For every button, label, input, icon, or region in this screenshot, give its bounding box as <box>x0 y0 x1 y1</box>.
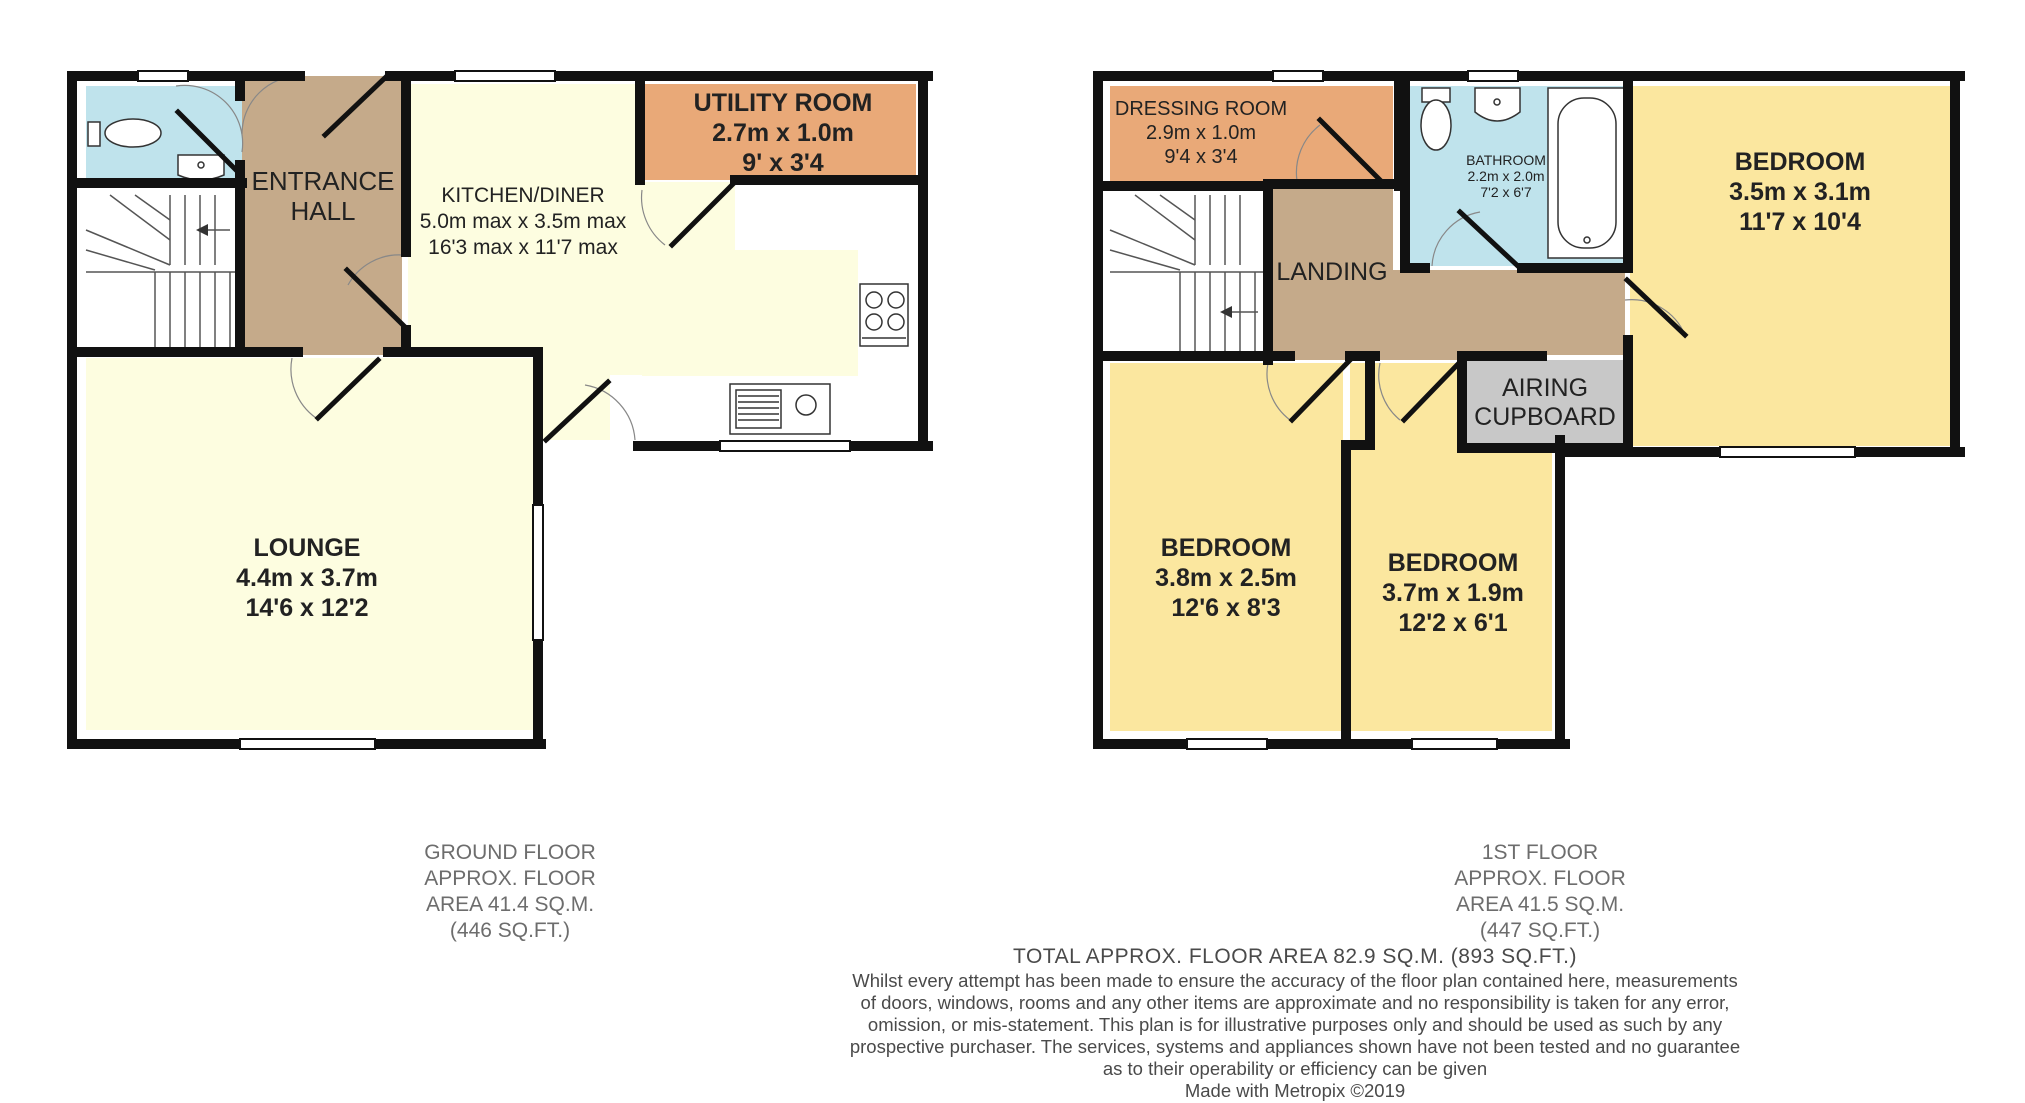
bedroom-main-label: BEDROOM <box>1734 148 1866 176</box>
bath-basin <box>1475 88 1520 121</box>
kitchen-label: KITCHEN/DINER <box>441 184 605 207</box>
ground-caption-line1: GROUND FLOOR <box>424 841 596 864</box>
wc-toilet <box>88 119 161 147</box>
first-floor-plan <box>1098 71 1960 749</box>
dressing-label: DRESSING ROOM <box>1114 98 1288 120</box>
bathroom-metric: 2.2m x 2.0m <box>1467 168 1545 184</box>
kitchen-hob <box>860 284 908 346</box>
airing-label-2: CUPBOARD <box>1474 403 1616 431</box>
bedroom-main-imperial: 11'7 x 10'4 <box>1739 208 1861 236</box>
first-caption-line3: AREA 41.5 SQ.M. <box>1455 893 1625 916</box>
entrance-hall-label-2: HALL <box>290 196 356 226</box>
ground-floor-caption <box>370 840 650 944</box>
bedroom-2-metric: 3.8m x 2.5m <box>1155 564 1297 592</box>
entrance-hall-label-1: ENTRANCE <box>251 166 395 196</box>
bath-toilet <box>1421 88 1451 150</box>
first-caption-line1: 1ST FLOOR <box>1481 841 1599 864</box>
ground-stairs-area <box>86 188 242 353</box>
disclaimer-line3: omission, or mis-statement. This plan is for illustrative purposes only and should be used as such by any <box>867 1014 1723 1035</box>
wc-basin <box>178 155 224 180</box>
first-caption-line2: APPROX. FLOOR <box>1454 867 1626 890</box>
lounge-metric: 4.4m x 3.7m <box>236 564 378 592</box>
bedroom-main-room <box>1630 86 1953 446</box>
disclaimer <box>820 970 1770 1102</box>
bedroom-3-metric: 3.7m x 1.9m <box>1382 579 1524 607</box>
bedroom-3-imperial: 12'2 x 6'1 <box>1398 609 1508 637</box>
ground-caption-line2: APPROX. FLOOR <box>424 867 596 890</box>
bedroom-3-label: BEDROOM <box>1387 549 1519 577</box>
kitchen-sink <box>730 384 830 434</box>
kitchen-imperial: 16'3 max x 11'7 max <box>428 236 618 259</box>
bedroom-main-metric: 3.5m x 3.1m <box>1729 178 1871 206</box>
metropix-credit: Made with Metropix ©2019 <box>1184 1080 1406 1101</box>
kitchen-metric: 5.0m max x 3.5m max <box>419 210 627 233</box>
bath-tub <box>1548 88 1626 258</box>
lounge-imperial: 14'6 x 12'2 <box>245 594 369 622</box>
utility-imperial: 9' x 3'4 <box>742 149 824 177</box>
total-floor-area: TOTAL APPROX. FLOOR AREA 82.9 SQ.M. (893 SQ.FT.) <box>1013 945 1577 968</box>
dressing-imperial: 9'4 x 3'4 <box>1164 146 1238 168</box>
first-floor-caption <box>1395 840 1685 944</box>
bathroom-imperial: 7'2 x 6'7 <box>1480 184 1532 200</box>
lounge-label: LOUNGE <box>253 534 361 562</box>
landing-label: LANDING <box>1276 258 1388 286</box>
disclaimer-line1: Whilst every attempt has been made to ensure the accuracy of the floor plan contained here, measurements <box>852 970 1738 991</box>
ground-floor-plan <box>72 71 928 749</box>
dressing-metric: 2.9m x 1.0m <box>1145 122 1257 144</box>
utility-label: UTILITY ROOM <box>693 89 873 117</box>
bedroom-2-label: BEDROOM <box>1160 534 1292 562</box>
bedroom-2-imperial: 12'6 x 8'3 <box>1171 594 1281 622</box>
disclaimer-line4: prospective purchaser. The services, systems and appliances shown have not been tested and no guarantee <box>849 1036 1741 1057</box>
disclaimer-line5: as to their operability or efficiency can be given <box>1102 1058 1488 1079</box>
ground-caption-line4: (446 SQ.FT.) <box>449 919 571 942</box>
ground-caption-line3: AREA 41.4 SQ.M. <box>425 893 595 916</box>
utility-metric: 2.7m x 1.0m <box>712 119 854 147</box>
airing-label-1: AIRING <box>1501 374 1589 402</box>
first-caption-line4: (447 SQ.FT.) <box>1479 919 1601 942</box>
disclaimer-line2: of doors, windows, rooms and any other items are approximate and no responsibility is taken for any error, <box>860 992 1730 1013</box>
bathroom-label: BATHROOM <box>1466 152 1546 168</box>
